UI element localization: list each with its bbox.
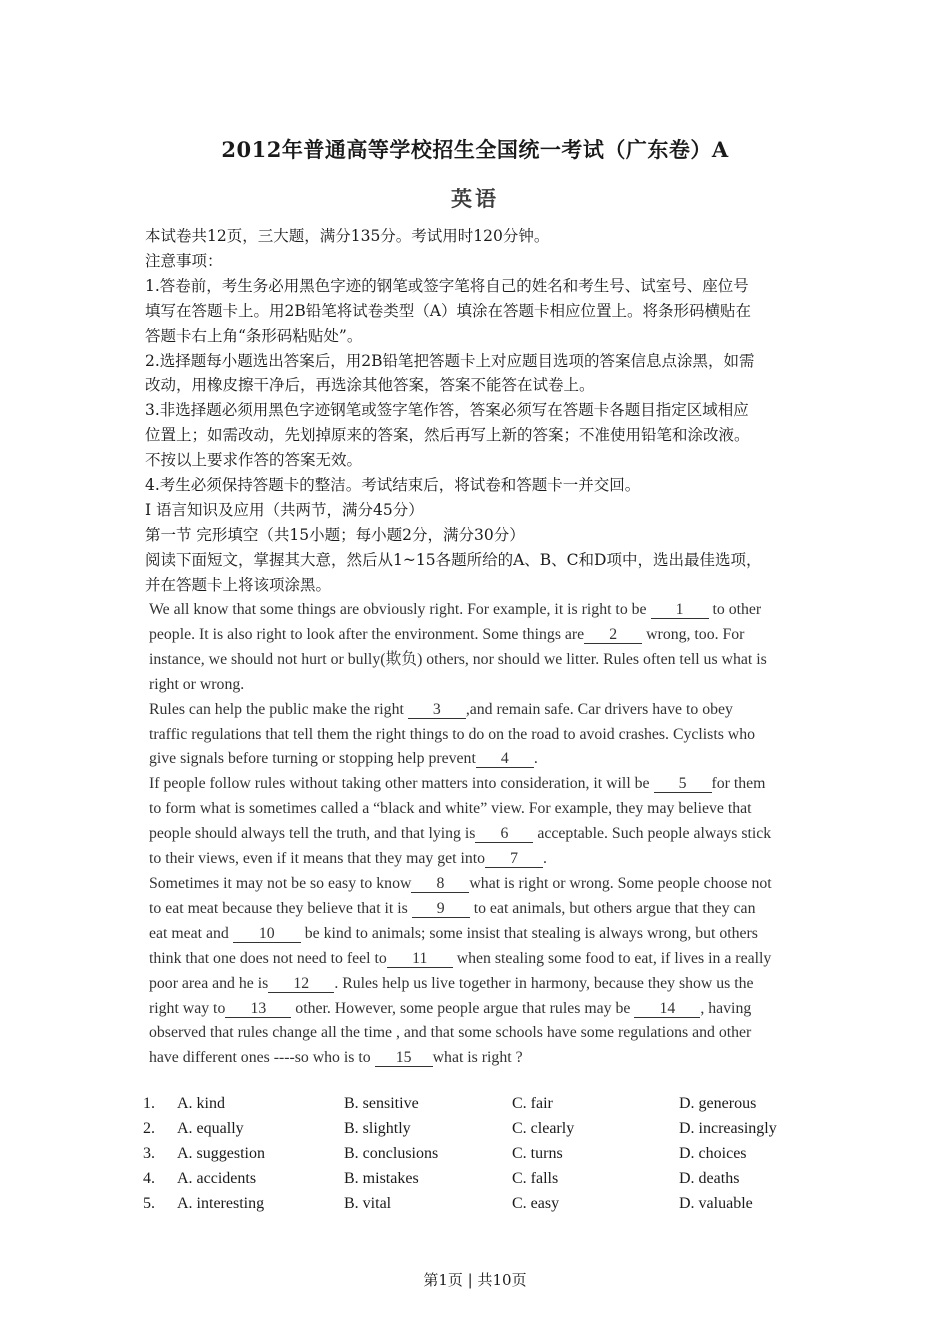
question-option-row [143,1145,843,1170]
passage-line [149,648,817,673]
passage-line [149,872,817,897]
passage-line [149,673,817,698]
passage-line [149,623,817,648]
passage-text: . [533,750,538,768]
option-c: C. turns [512,1145,563,1162]
instruction-line: 3.非选择题必须用黑色字迹钢笔或签字笔作答，答案必须写在答题卡各题目指定区域相应 [145,401,749,420]
instruction-line: 阅读下面短文，掌握其大意，然后从1~15各题所给的A、B、C和D项中，选出最佳选项， [145,550,762,569]
passage-line [149,897,817,922]
instruction-line: 1.答卷前，考生务必用黑色字迹的钢笔或签字笔将自己的姓名和考生号、试室号、座位号 [145,276,749,295]
passage-text: . [543,850,547,868]
instruction-line: 本试卷共12页，三大题，满分135分。考试用时120分钟。 [145,227,550,245]
passage-line [149,797,817,822]
passage-text: instance, we should not hurt or bully(欺负) others, nor should we litter. Rules often tell us what is [149,650,767,668]
option-c: C. clearly [512,1120,575,1137]
passage-text: when stealing some food to eat, if lives in a really [452,949,772,967]
instruction-line: 改动，用橡皮擦干净后，再选涂其他答案，答案不能答在试卷上。 [145,376,595,395]
option-a: A. equally [177,1120,244,1137]
option-d: D. choices [679,1145,747,1162]
cloze-passage [149,598,817,1071]
passage-line [149,847,817,872]
passage-line [149,723,817,748]
option-d: D. valuable [679,1195,753,1212]
cloze-blank: 13 [225,1000,291,1018]
passage-text: right or wrong. [149,675,245,693]
option-d: D. generous [679,1095,757,1112]
passage-text: for them [711,775,766,793]
cloze-blank: 8 [411,875,469,893]
option-b: B. mistakes [344,1170,419,1187]
option-c: C. easy [512,1195,560,1212]
passage-line [149,1046,817,1071]
passage-text: people should always tell the truth, and that lying is [149,825,476,843]
question-option-row [143,1170,843,1195]
option-b: B. slightly [344,1120,411,1137]
passage-text: Rules can help the public make the right [149,700,408,718]
passage-text: right way to [149,999,226,1017]
passage-line [149,972,817,997]
passage-line [149,922,817,947]
passage-line [149,598,817,623]
cloze-blank: 4 [476,750,534,768]
passage-text: to eat meat because they believe that it is [149,899,412,917]
passage-text: , having [700,999,752,1017]
cloze-blank: 7 [485,850,543,868]
answer-options [143,1095,843,1220]
passage-text: Sometimes it may not be so easy to know [149,874,412,892]
passage-text: to their views, even if it means that they may get into [149,850,486,868]
cloze-blank: 3 [408,701,466,719]
passage-text: . Rules help us live together in harmony, because they show us the [334,974,754,992]
passage-text: to other [708,601,762,618]
passage-text: wrong, too. For [642,625,745,643]
instruction-line: 并在答题卡上将该项涂黑。 [145,575,332,594]
option-c: C. fair [512,1095,553,1112]
option-a: A. interesting [177,1195,265,1212]
passage-text: people. It is also right to look after the environment. Some things are [149,625,585,643]
cloze-blank: 5 [654,775,712,793]
passage-text: poor area and he is [149,974,269,992]
question-option-row [143,1120,843,1145]
question-number: 4. [143,1170,155,1187]
option-d: D. increasingly [679,1120,777,1137]
question-number: 5. [143,1195,155,1212]
passage-text: observed that rules change all the time , and that some schools have some regulations and other [149,1024,752,1042]
passage-text: other. However, some people argue that rules may be [291,999,635,1017]
question-number: 3. [143,1145,155,1162]
passage-line [149,698,817,723]
exam-title: 2012年普通高等学校招生全国统一考试（广东卷）A [221,137,729,162]
passage-text: to form what is sometimes called a “black and white” view. For example, they may believe that [149,800,752,818]
subject-heading: 英语 [451,186,499,211]
passage-text: ,and remain safe. Car drivers have to obey [465,700,733,718]
subsection-heading: 第一节 完形填空（共15小题；每小题2分，满分30分） [145,525,525,544]
passage-text: traffic regulations that tell them the right things to do on the road to avoid crashes. Cyclists who [149,725,756,743]
instruction-line: 2.选择题每小题选出答案后，用2B铅笔把答题卡上对应题目选项的答案信息点涂黑，如需 [145,351,755,370]
passage-text: be kind to animals; some insist that stealing is always wrong, but others [300,924,758,942]
cloze-blank: 9 [412,900,470,918]
option-b: B. conclusions [344,1145,439,1162]
passage-text: have different ones ----so who is to [149,1049,375,1067]
passage-line [149,997,817,1022]
option-b: B. vital [344,1195,392,1212]
cloze-blank: 15 [375,1049,433,1067]
option-a: A. suggestion [177,1145,265,1162]
question-number: 2. [143,1120,155,1137]
passage-text: what is right or wrong. Some people choose not [469,874,772,892]
passage-text: to eat animals, but others argue that they can [469,899,756,917]
question-option-row [143,1095,843,1120]
cloze-blank: 2 [584,626,642,644]
passage-text: We all know that some things are obviously right. For example, it is right to be [149,601,651,618]
option-c: C. falls [512,1170,559,1187]
cloze-blank: 11 [387,950,453,968]
instruction-line: 4.考生必须保持答题卡的整洁。考试结束后，将试卷和答题卡一并交回。 [145,476,641,495]
passage-text: what is right ? [432,1049,523,1067]
instruction-line: 填写在答题卡上。用2B铅笔将试卷类型（A）填涂在答题卡相应位置上。将条形码横贴在 [145,301,751,320]
passage-text: acceptable. Such people always stick [533,825,772,843]
instruction-line: 注意事项： [145,251,223,270]
passage-text: eat meat and [149,924,233,942]
instruction-line: 不按以上要求作答的答案无效。 [145,451,363,470]
option-d: D. deaths [679,1170,740,1187]
cloze-blank: 1 [651,601,709,619]
passage-line [149,772,817,797]
question-number: 1. [143,1095,155,1112]
instruction-line: 位置上；如需改动，先划掉原来的答案，然后再写上新的答案；不准使用铅笔和涂改液。 [145,426,750,445]
option-a: A. kind [177,1095,225,1112]
instruction-line: 答题卡右上角“条形码粘贴处”。 [145,326,363,345]
passage-text: think that one does not need to feel to [149,949,387,967]
cloze-blank: 12 [268,975,334,993]
instructions-block [145,224,815,598]
cloze-blank: 14 [634,1000,700,1018]
page-footer: 第1页 | 共10页 [423,1271,527,1289]
passage-line [149,1021,817,1046]
section-heading: I 语言知识及应用（共两节，满分45分） [145,500,424,519]
option-a: A. accidents [177,1170,257,1187]
cloze-blank: 6 [475,825,533,843]
passage-line [149,947,817,972]
passage-line [149,747,817,772]
option-b: B. sensitive [344,1095,419,1112]
cloze-blank: 10 [233,925,301,943]
passage-text: give signals before turning or stopping help prevent [149,750,476,768]
question-option-row [143,1195,843,1220]
passage-line [149,822,817,847]
passage-text: If people follow rules without taking other matters into consideration, it will be [149,775,654,793]
